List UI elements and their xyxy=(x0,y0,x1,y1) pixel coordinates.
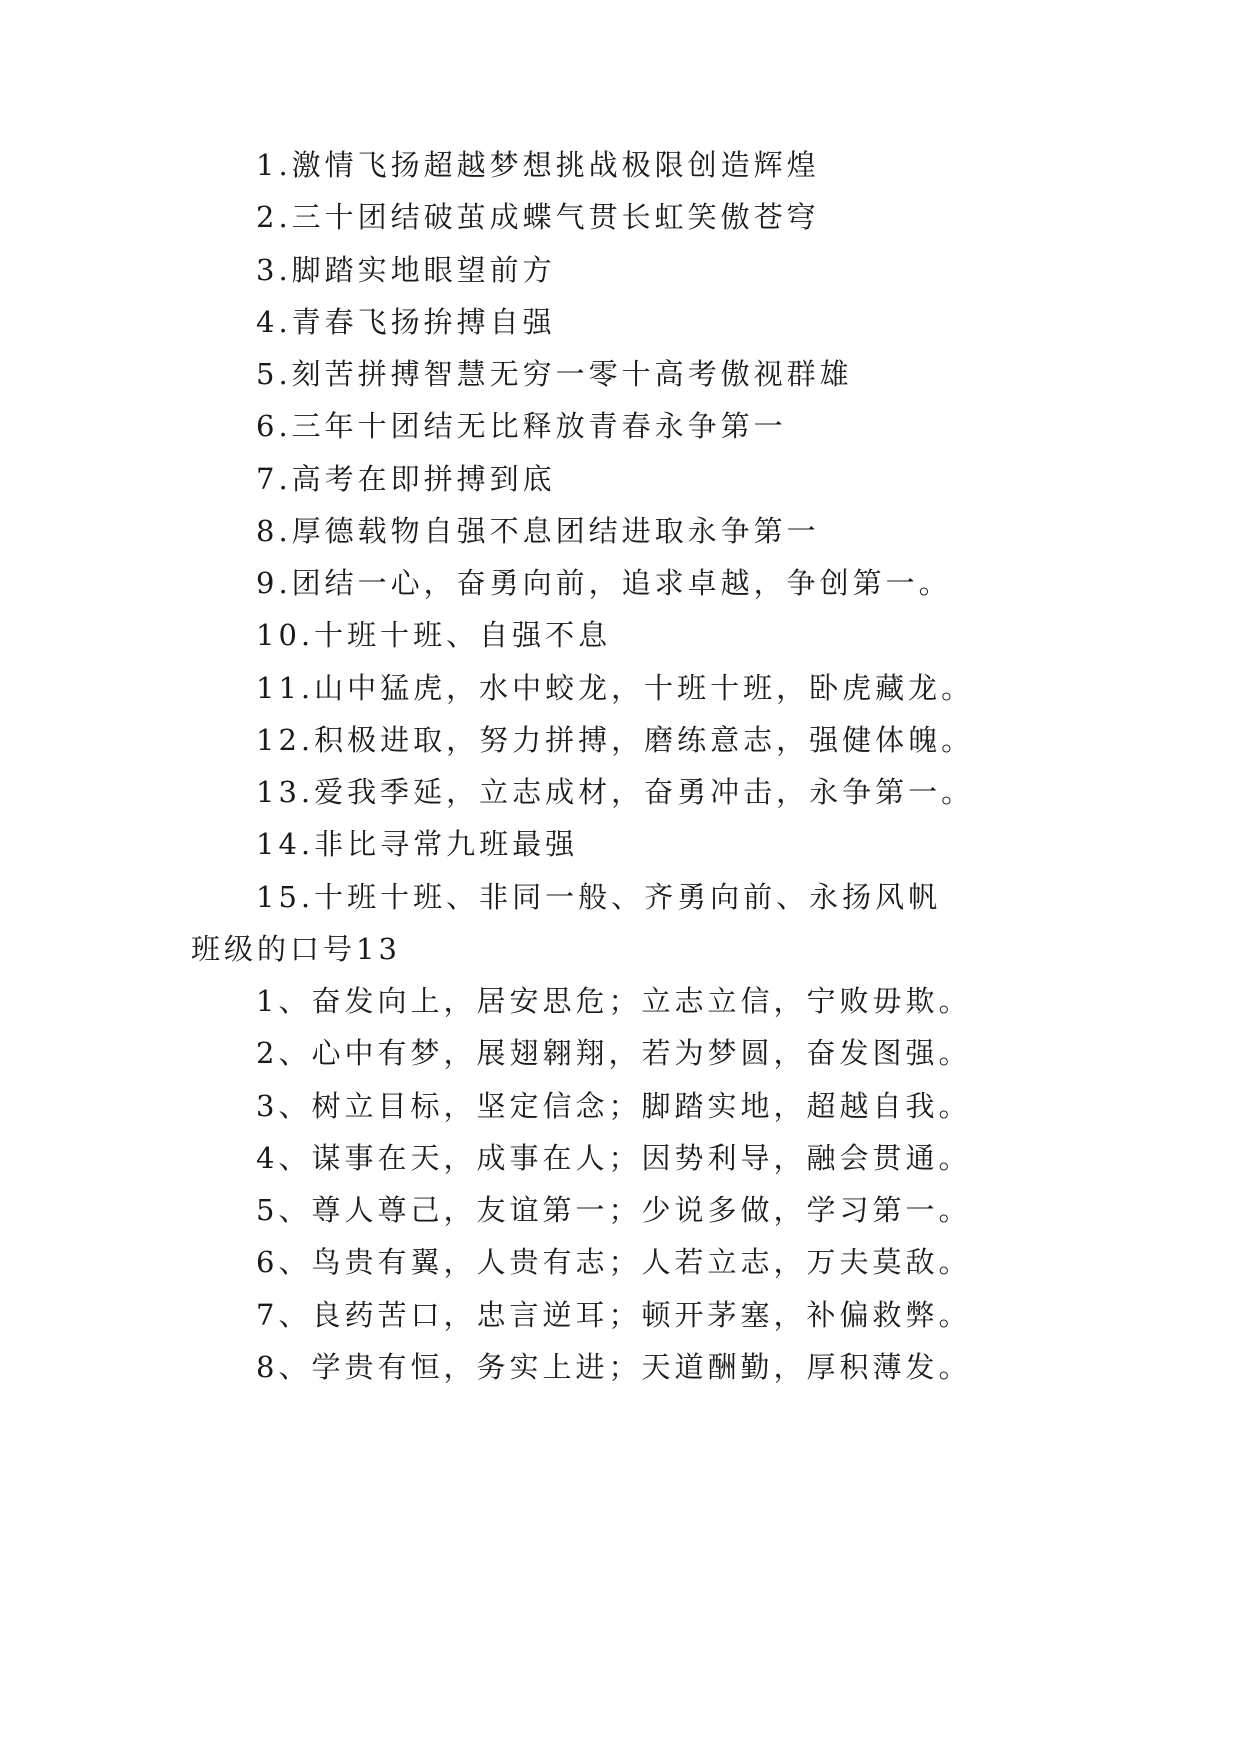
slogan-line-2: 2.三十团结破茧成蝶气贯长虹笑傲苍穹 xyxy=(256,200,820,234)
slogan-line-19: 4、谋事在天，成事在人；因势利导，融会贯通。 xyxy=(256,1141,972,1175)
slogan-line-14: 14.非比寻常九班最强 xyxy=(256,827,579,861)
slogan-line-17: 2、心中有梦，展翅翱翔，若为梦圆，奋发图强。 xyxy=(256,1036,972,1070)
slogan-line-10: 10.十班十班、自强不息 xyxy=(256,618,612,652)
slogan-line-15: 15.十班十班、非同一般、齐勇向前、永扬风帆 xyxy=(256,880,942,914)
slogan-line-20: 5、尊人尊己，友谊第一；少说多做，学习第一。 xyxy=(256,1193,972,1227)
slogan-line-4: 4.青春飞扬拚搏自强 xyxy=(256,305,556,339)
slogan-line-11: 11.山中猛虎，水中蛟龙，十班十班，卧虎藏龙。 xyxy=(256,671,975,705)
slogan-line-3: 3.脚踏实地眼望前方 xyxy=(256,253,556,287)
slogan-line-21: 6、鸟贵有翼，人贵有志；人若立志，万夫莫敌。 xyxy=(256,1245,972,1279)
slogan-line-16: 1、奋发向上，居安思危；立志立信，宁败毋欺。 xyxy=(256,984,972,1018)
slogan-line-23: 8、学贵有恒，务实上进；天道酬勤，厚积薄发。 xyxy=(256,1350,972,1384)
slogan-line-6: 6.三年十团结无比释放青春永争第一 xyxy=(256,409,787,443)
slogan-line-18: 3、树立目标，坚定信念；脚踏实地，超越自我。 xyxy=(256,1089,972,1123)
slogan-line-22: 7、良药苦口，忠言逆耳；顿开茅塞，补偏救弊。 xyxy=(256,1298,972,1332)
slogan-line-7: 7.高考在即拼搏到底 xyxy=(256,462,556,496)
slogan-line-13: 13.爱我季延，立志成材，奋勇冲击，永争第一。 xyxy=(256,775,975,809)
slogan-line-5: 5.刻苦拼搏智慧无穷一零十高考傲视群雄 xyxy=(256,357,853,391)
slogan-line-9: 9.团结一心，奋勇向前，追求卓越，争创第一。 xyxy=(256,566,952,600)
section-heading: 班级的口号13 xyxy=(191,932,401,966)
slogan-line-1: 1.激情飞扬超越梦想挑战极限创造辉煌 xyxy=(256,148,820,182)
slogan-line-8: 8.厚德载物自强不息团结进取永争第一 xyxy=(256,514,820,548)
slogan-line-12: 12.积极进取，努力拼搏，磨练意志，强健体魄。 xyxy=(256,723,975,757)
